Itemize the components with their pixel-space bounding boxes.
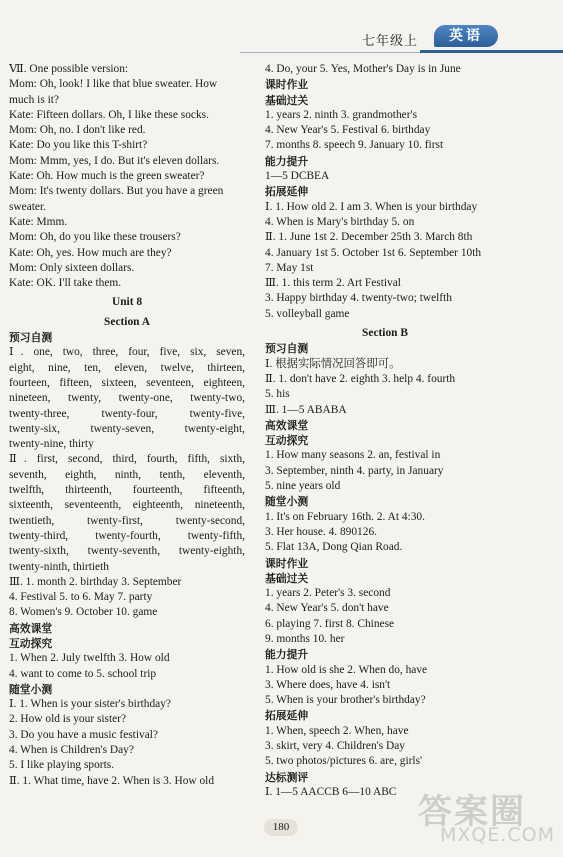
left-answer-line: 1. When 2. July twelfth 3. How old bbox=[9, 652, 170, 665]
right-section-heading: 课时作业 bbox=[265, 78, 309, 92]
right-answer-line: 1. years 2. ninth 3. grandmother's bbox=[265, 108, 417, 121]
right-answer-line: 3. Happy birthday 4. twenty-two; twelfth bbox=[265, 292, 452, 305]
left-answer-line: 8. Women's 9. October 10. game bbox=[9, 606, 158, 619]
right-answer-line: Ⅲ. 1. this term 2. Art Festival bbox=[265, 277, 401, 290]
left-answer-line: Kate: Do you like this T-shirt? bbox=[9, 139, 148, 152]
left-answer-line: Mom: It's twenty dollars. But you have a green bbox=[9, 185, 224, 198]
left-answer-line: Ⅰ. one, two, three, four, five, six, seven, bbox=[9, 346, 245, 359]
header-thin-rule bbox=[240, 52, 420, 53]
left-unit-heading: Unit 8 bbox=[111, 296, 143, 309]
left-answer-line: Kate: OK. I'll take them. bbox=[9, 277, 122, 290]
left-answer-line: Ⅲ. 1. month 2. birthday 3. September bbox=[9, 575, 182, 588]
right-answer-line: Ⅰ. 1. How old 2. I am 3. When is your birthday bbox=[265, 200, 478, 213]
left-answer-line: Mom: Mmm, yes, I do. But it's eleven dollars. bbox=[9, 154, 220, 167]
left-answer-line: sixteenth, seventeenth, eighteenth, nineteenth, bbox=[9, 499, 245, 512]
watermark-main: 答案圈 bbox=[418, 792, 526, 832]
right-section-heading: 达标测评 bbox=[265, 770, 309, 784]
left-answer-line: Ⅰ. 1. When is your sister's birthday? bbox=[9, 698, 171, 711]
header-grade: 七年级上 bbox=[362, 33, 419, 48]
left-answer-line: twenty-third, twenty-fourth, twenty-fifth, bbox=[9, 529, 245, 542]
left-answer-line: fourteen, fifteen, sixteen, seventeen, eighteen, bbox=[9, 376, 245, 389]
right-answer-line: 6. playing 7. first 8. Chinese bbox=[265, 617, 395, 630]
left-answer-line: nineteen, twenty, twenty-one, twenty-two, bbox=[9, 392, 245, 405]
right-answer-line: 4. January 1st 5. October 1st 6. September 10th bbox=[265, 246, 482, 259]
left-answer-line: twenty-six, twenty-seven, twenty-eight, bbox=[9, 422, 245, 435]
left-section-heading: 预习自测 bbox=[9, 331, 53, 345]
left-answer-line: 4. want to come to 5. school trip bbox=[9, 667, 157, 680]
left-answer-line: 4. When is Children's Day? bbox=[9, 744, 134, 757]
right-answer-line: 5. When is your brother's birthday? bbox=[265, 694, 426, 707]
page-number: 180 bbox=[264, 819, 298, 836]
left-answer-line: Ⅶ. One possible version: bbox=[9, 63, 129, 75]
right-answer-line: 5. nine years old bbox=[265, 480, 341, 493]
right-answer-line: 4. Do, your 5. Yes, Mother's Day is in June bbox=[265, 63, 461, 75]
right-answer-line: 5. two photos/pictures 6. are, girls' bbox=[265, 755, 423, 768]
right-answer-line: 3. Her house. 4. 890126. bbox=[265, 525, 377, 538]
left-answer-line: eight, nine, ten, eleven, twelve, thirteen, bbox=[9, 361, 245, 374]
right-answer-line: Ⅰ. 1—5 AACCB 6—10 ABC bbox=[265, 785, 397, 798]
right-section-heading: 高效课堂 bbox=[265, 418, 309, 432]
right-section-heading: 能力提升 bbox=[265, 154, 309, 168]
right-section-heading: 基础过关 bbox=[265, 93, 309, 107]
right-section-heading: 互动探究 bbox=[265, 434, 309, 448]
left-answer-line: Ⅱ. 1. What time, have 2. When is 3. How old bbox=[9, 774, 215, 787]
right-answer-line: 5. his bbox=[265, 388, 290, 401]
right-answer-line: 1. It's on February 16th. 2. At 4:30. bbox=[265, 510, 425, 523]
right-answer-line: 7. months 8. speech 9. January 10. first bbox=[265, 139, 444, 152]
left-answer-line: Ⅱ. first, second, third, fourth, fifth, sixth, bbox=[9, 453, 245, 466]
right-section-heading: 随堂小测 bbox=[265, 495, 309, 509]
right-answer-line: 1—5 DCBEA bbox=[265, 170, 330, 183]
left-answer-line: twenty-three, twenty-four, twenty-five, bbox=[9, 407, 245, 420]
left-section-heading: 互动探究 bbox=[9, 636, 53, 650]
right-answer-line: 4. New Year's 5. don't have bbox=[265, 602, 389, 615]
right-answer-line: 1. How many seasons 2. an, festival in bbox=[265, 449, 441, 462]
right-section-heading: 拓展延伸 bbox=[265, 185, 309, 199]
left-answer-line: Kate: Fifteen dollars. Oh, I like these socks. bbox=[9, 108, 209, 121]
right-answer-line: Ⅲ. 1—5 ABABA bbox=[265, 403, 347, 416]
right-answer-line: 4. New Year's 5. Festival 6. birthday bbox=[265, 124, 431, 137]
right-unit-heading: Section B bbox=[362, 327, 408, 340]
right-answer-line: Ⅱ. 1. June 1st 2. December 25th 3. March 8th bbox=[265, 231, 473, 244]
left-answer-line: 4. Festival 5. to 6. May 7. party bbox=[9, 591, 153, 604]
right-section-heading: 课时作业 bbox=[265, 556, 309, 570]
watermark-logo bbox=[410, 780, 560, 852]
right-section-heading: 预习自测 bbox=[265, 342, 309, 356]
left-answer-line: much is it? bbox=[9, 93, 59, 106]
page-header bbox=[0, 0, 563, 58]
right-section-heading: 拓展延伸 bbox=[265, 709, 309, 723]
right-section-heading: 能力提升 bbox=[265, 648, 309, 662]
right-answer-line: 5. Flat 13A, Dong Qian Road. bbox=[265, 541, 403, 554]
right-answer-line: 5. volleyball game bbox=[265, 307, 350, 320]
right-answer-line: 3. September, ninth 4. party, in January bbox=[265, 464, 444, 477]
left-answer-line: twenty-ninth, thirtieth bbox=[9, 560, 109, 573]
left-answer-line: Mom: Oh, do you like these trousers? bbox=[9, 231, 181, 244]
right-section-heading: 基础过关 bbox=[265, 571, 309, 585]
left-answer-line: twenty-nine, thirty bbox=[9, 438, 94, 451]
right-answer-line: 1. How old is she 2. When do, have bbox=[265, 663, 428, 676]
right-answer-line: Ⅱ. 1. don't have 2. eighth 3. help 4. fourth bbox=[265, 372, 456, 385]
right-answer-line: 9. months 10. her bbox=[265, 632, 345, 645]
left-answer-line: twelfth, thirteenth, fourteenth, fifteenth, bbox=[9, 484, 245, 497]
left-answer-line: 5. I like playing sports. bbox=[9, 759, 115, 772]
left-answer-line: 3. Do you have a music festival? bbox=[9, 728, 158, 741]
left-column bbox=[9, 62, 245, 789]
left-answer-line: Mom: Only sixteen dollars. bbox=[9, 261, 135, 274]
left-answer-line: Mom: Oh, look! I like that blue sweater. How bbox=[9, 78, 218, 91]
left-answer-line: Kate: Oh, yes. How much are they? bbox=[9, 246, 172, 259]
right-answer-line: 3. Where does, have 4. isn't bbox=[265, 678, 391, 691]
header-rule bbox=[420, 50, 563, 53]
left-answer-line: twentieth, twenty-first, twenty-second, bbox=[9, 514, 245, 527]
left-answer-line: twenty-sixth, twenty-seventh, twenty-eighth, bbox=[9, 545, 245, 558]
right-answer-line: 3. skirt, very 4. Children's Day bbox=[265, 740, 405, 753]
header-subject-badge: 英语 bbox=[434, 25, 498, 47]
right-answer-line: 4. When is Mary's birthday 5. on bbox=[265, 215, 415, 228]
right-answer-line: 1. years 2. Peter's 3. second bbox=[265, 587, 391, 600]
left-answer-line: sweater. bbox=[9, 200, 47, 213]
right-answer-line: 1. When, speech 2. When, have bbox=[265, 724, 409, 737]
right-column bbox=[265, 62, 505, 800]
left-answer-line: seventh, eighth, ninth, tenth, eleventh, bbox=[9, 468, 245, 481]
left-answer-line: Mom: Oh, no. I don't like red. bbox=[9, 124, 146, 137]
watermark-url: MXQE.COM bbox=[440, 824, 556, 846]
right-answer-line: Ⅰ. 根据实际情况回答即可。 bbox=[265, 357, 401, 370]
left-answer-line: Kate: Mmm. bbox=[9, 215, 68, 228]
left-section-heading: 随堂小测 bbox=[9, 682, 53, 696]
left-answer-line: Kate: Oh. How much is the green sweater? bbox=[9, 170, 205, 183]
right-answer-line: 7. May 1st bbox=[265, 261, 314, 274]
left-unit-heading: Section A bbox=[104, 315, 150, 328]
left-answer-line: 2. How old is your sister? bbox=[9, 713, 127, 726]
left-section-heading: 高效课堂 bbox=[9, 621, 53, 635]
